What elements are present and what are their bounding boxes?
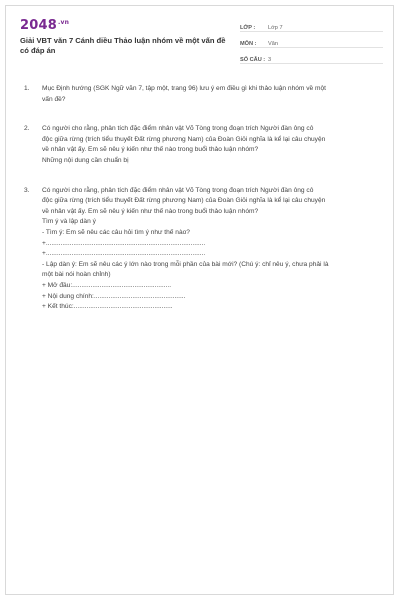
question-1 bbox=[24, 84, 376, 105]
answer-blank-line: + Mở đầu:...................................................... bbox=[42, 281, 172, 289]
question-text bbox=[42, 84, 376, 105]
question-number: 3. bbox=[24, 186, 30, 194]
question-line: - Lập dàn ý: Em sẽ nêu các ý lớn nào trong mỗi phần của bài mới? (Chú ý: chỉ nêu ý, chưa phải là bbox=[42, 260, 329, 268]
site-logo[interactable]: $2048^{.vn}$ bbox=[20, 18, 70, 33]
meta-key: LỚP : bbox=[240, 25, 256, 31]
meta-row-subject bbox=[240, 36, 383, 48]
meta-key: SỐ CÂU : bbox=[240, 57, 266, 63]
question-text bbox=[42, 124, 376, 166]
question-line: Có người cho rằng, phân tích đặc điểm nhân vật Võ Tòng trong đoạn trích Người đàn ông cô bbox=[42, 125, 314, 133]
question-number: 2. bbox=[24, 125, 30, 133]
answer-blank-line: + Nội dung chính:.................................................. bbox=[42, 292, 186, 300]
document-header bbox=[20, 18, 382, 68]
answer-blank-line: +....................................................................................... bbox=[42, 250, 206, 258]
question-line: một bài nói hoàn chỉnh) bbox=[42, 271, 111, 279]
meta-value: Văn bbox=[268, 41, 278, 47]
meta-row-class bbox=[240, 20, 383, 32]
meta-key: MÔN : bbox=[240, 41, 257, 47]
question-line: về nhân vật ấy. Em sẽ nêu ý kiến như thế nào trong buổi thảo luận nhóm? bbox=[42, 207, 259, 215]
question-line: độc giữa rừng (trích tiểu thuyết Đất rừng phương Nam) của Đoàn Giỏi nghĩa là kể lại câu chuyện bbox=[42, 197, 326, 205]
title-line: Giải VBT văn 7 Cánh diều Thảo luận nhóm về một vấn đề bbox=[20, 36, 226, 45]
question-2 bbox=[24, 124, 376, 166]
question-number: 1. bbox=[24, 85, 30, 92]
question-line: vấn đề? bbox=[42, 95, 66, 103]
meta-row-question-count bbox=[240, 52, 383, 64]
question-list bbox=[24, 84, 376, 332]
question-3 bbox=[24, 186, 376, 313]
answer-blank-line: + Kết thúc:...................................................... bbox=[42, 303, 173, 311]
question-line: Những nội dung cần chuẩn bị bbox=[42, 156, 129, 164]
question-line: Tìm ý và lập dàn ý bbox=[42, 218, 96, 226]
question-line: - Tìm ý: Em sẽ nêu các câu hỏi tìm ý như thế nào? bbox=[42, 228, 190, 236]
question-line: Mục Định hướng (SGK Ngữ văn 7, tập một, trang 96) lưu ý em điều gì khi thảo luận nhóm về một bbox=[42, 85, 327, 92]
question-line: độc giữa rừng (trích tiểu thuyết Đất rừng phương Nam) của Đoàn Giỏi nghĩa là kể lại câu chuyện bbox=[42, 135, 326, 143]
document-page bbox=[5, 5, 394, 595]
meta-info bbox=[240, 20, 383, 68]
question-text bbox=[42, 186, 376, 313]
question-line: về nhân vật ấy. Em sẽ nêu ý kiến như thế nào trong buổi thảo luận nhóm? bbox=[42, 146, 259, 154]
title-line: có đáp án bbox=[20, 46, 56, 55]
meta-value: 3 bbox=[268, 57, 272, 63]
meta-value: Lớp 7 bbox=[268, 25, 283, 31]
answer-blank-line: +....................................................................................... bbox=[42, 239, 206, 247]
document-title bbox=[20, 36, 230, 56]
question-line: Có người cho rằng, phân tích đặc điểm nhân vật Võ Tòng trong đoạn trích Người đàn ông cô bbox=[42, 186, 314, 194]
